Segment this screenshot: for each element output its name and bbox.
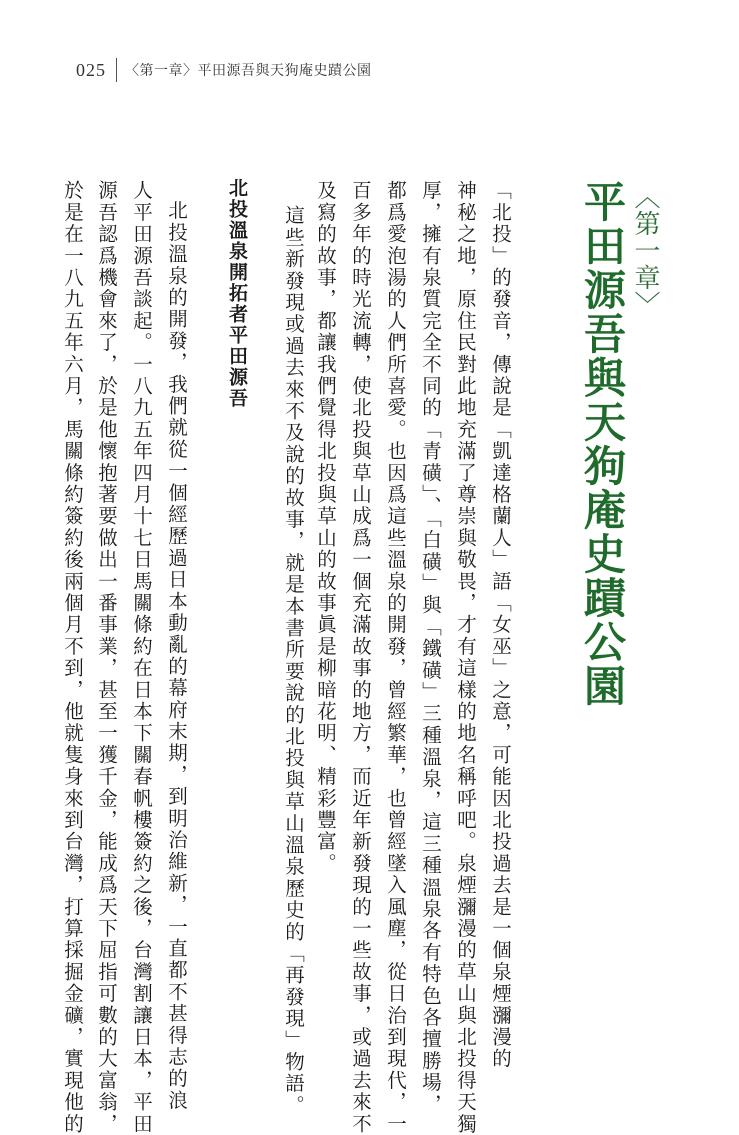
running-title: 〈第一章〉平田源吾與天狗庵史蹟公園 <box>125 63 372 79</box>
header-divider <box>116 58 117 82</box>
page-number: 025 <box>76 59 106 80</box>
section-paragraph-line: 人平田源吾談起。一八九五年四月十七日馬關條約在日本下關春帆樓簽約之後，台灣割讓日本，平田 <box>130 180 153 1135</box>
intro-paragraph-line: 「北投」的發音，傳說是「凱達格蘭人」語「女巫」之意，可能因北投過去是一個泉煙瀰漫的 <box>489 180 512 1070</box>
intro-paragraph-line: 都爲愛泡湯的人們所喜愛。也因爲這些溫泉的開發，曾經繁華，也曾經墜入風塵，從日治到現代，一 <box>384 180 407 1135</box>
running-header <box>76 58 372 82</box>
section-paragraph-line: 源吾認爲機會來了，於是他懷抱著要做出一番事業，甚至一獲千金，能成爲天下屈指可數的大富翁， <box>95 180 118 1135</box>
intro-paragraph-line: 百多年的時光流轉，使北投與草山成爲一個充滿故事的地方，而近年新發現的一些故事，或過去來不 <box>349 180 372 1135</box>
intro-paragraph-line: 厚，擁有泉質完全不同的「青磺」、「白磺」與「鐵磺」三種溫泉，這三種溫泉各有特色各擅勝場， <box>419 180 442 1116</box>
section-paragraph-line: 北投溫泉的開發，我們就從一個經歷過日本動亂的幕府末期，到明治維新，一直都不甚得志的浪 <box>165 200 188 1112</box>
intro-paragraph-line: 及寫的故事，都讓我們覺得北投與草山的故事眞是柳暗花明、精彩豐富。 <box>314 180 337 875</box>
section-paragraph-line: 於是在一八九五年六月，馬關條約簽約後兩個月不到，他就隻身來到台灣，打算採掘金礦，實現他的 <box>61 180 84 1135</box>
section-heading: 北投溫泉開拓者平田源吾 <box>226 178 248 409</box>
chapter-title: 平田源吾與天狗庵史蹟公園 <box>578 180 627 708</box>
chapter-number: 〈第一章〉 <box>630 183 660 318</box>
intro-paragraph-line: 神秘之地，原住民對此地充滿了尊崇與敬畏，才有這樣的地名稱呼吧。泉煙瀰漫的草山與北投得天獨 <box>454 180 477 1135</box>
intro-paragraph-line: 這些新發現或過去來不及說的故事，就是本書所要說的北投與草山溫泉歷史的「再發現」物語。 <box>282 205 305 1117</box>
